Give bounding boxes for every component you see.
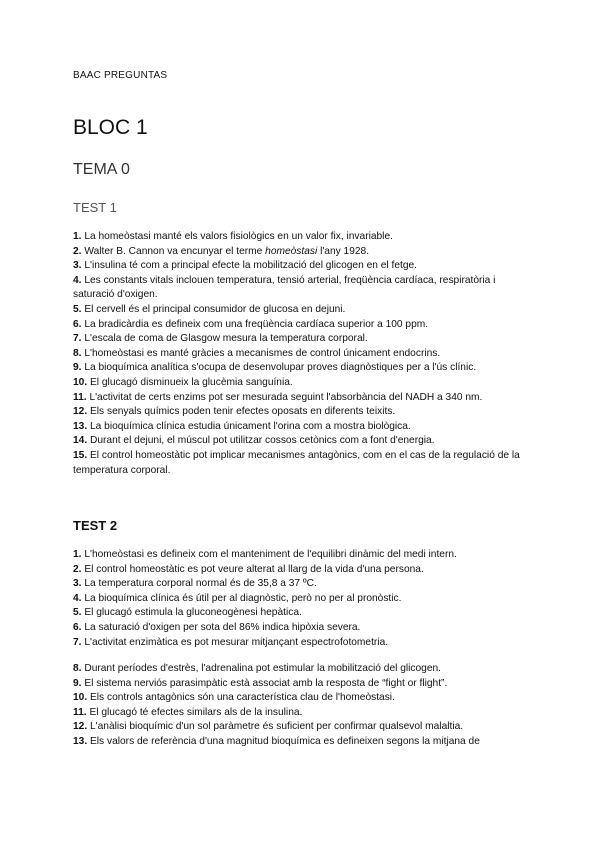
question-text: Walter B. Cannon va encunyar el terme — [81, 245, 266, 257]
question-text: La bioquímica clínica estudia únicament l'orina com a mostra biològica. — [87, 420, 411, 432]
question-number: 6. — [73, 621, 82, 633]
test2-question-list-a — [73, 548, 533, 650]
question-number: 9. — [73, 362, 82, 374]
question-number: 5. — [73, 303, 82, 315]
question-item — [73, 577, 533, 592]
question-number: 12. — [73, 721, 88, 733]
question-item — [73, 405, 533, 420]
question-item — [73, 274, 533, 303]
question-number: 4. — [73, 274, 82, 286]
question-item — [73, 691, 533, 706]
question-text: El glucagó té efectes similars als de la insulina. — [86, 706, 303, 718]
question-text: Les constants vitals inclouen temperatura, tensió arterial, freqüència cardíaca, respiratòria i saturació d'oxigen. — [73, 274, 496, 301]
question-number: 1. — [73, 231, 82, 242]
question-number: 12. — [73, 406, 88, 418]
question-number: 13. — [73, 735, 88, 747]
question-item — [73, 636, 533, 651]
bloc-title: BLOC 1 — [73, 116, 148, 139]
question-number: 2. — [73, 245, 82, 257]
question-number: 14. — [73, 435, 88, 447]
question-text: El control homeostàtic pot implicar mecanismes antagònics, com en el cas de la regulació de la temperatura corporal. — [73, 449, 520, 476]
question-item — [73, 361, 533, 376]
question-item — [73, 548, 533, 563]
question-text: Durant el dejuni, el múscul pot utilitzar cossos cetònics com a font d'energia. — [87, 435, 435, 447]
question-item — [73, 434, 533, 449]
question-number: 3. — [73, 578, 82, 590]
question-item — [73, 332, 533, 347]
question-item — [73, 318, 533, 333]
question-item — [73, 677, 533, 692]
question-number: 3. — [73, 260, 82, 272]
question-number: 9. — [73, 677, 82, 689]
question-item — [73, 449, 533, 478]
question-number: 11. — [73, 391, 87, 403]
question-text: L'activitat enzimàtica es pot mesurar mitjançant espectrofotometria. — [81, 636, 389, 648]
question-text: Durant períodes d'estrès, l'adrenalina pot estimular la mobilització del glicogen. — [81, 663, 442, 674]
question-text: L'homeòstasi es manté gràcies a mecanismes de control únicament endocrins. — [81, 347, 441, 359]
tema-title: TEMA 0 — [73, 161, 130, 178]
question-number: 2. — [73, 563, 82, 575]
question-text: Els controls antagònics són una característica clau de l'homeòstasi. — [87, 692, 395, 704]
question-text: La homeòstasi manté els valors fisiològics en un valor fix, invariable. — [81, 231, 393, 242]
question-text: L'activitat de certs enzims pot ser mesurada seguint l'absorbància del NADH a 340 nm. — [86, 391, 483, 403]
question-item — [73, 735, 533, 750]
question-item — [73, 592, 533, 607]
question-item — [73, 376, 533, 391]
question-number: 4. — [73, 592, 82, 604]
question-text: La bioquímica analítica s'ocupa de desenvolupar proves diagnòstiques per a l'ús clínic. — [81, 362, 477, 374]
question-number: 1. — [73, 549, 82, 560]
question-text: L'homeòstasi es defineix com el manteniment de l'equilibri dinàmic del medi intern. — [81, 549, 457, 560]
document-header: BAAC PREGUNTAS — [73, 70, 168, 81]
question-text: L'anàlisi bioquímic d'un sol paràmetre és suficient per confirmar qualsevol malaltia. — [87, 721, 464, 733]
question-text: El glucagó estimula la gluconeogènesi hepàtica. — [81, 607, 302, 619]
question-text: El cervell és el principal consumidor de glucosa en dejuni. — [81, 303, 346, 315]
question-item — [73, 259, 533, 274]
test2-question-list-b — [73, 662, 533, 750]
question-item — [73, 391, 533, 406]
question-text: L'insulina té com a principal efecte la mobilització del glicogen en el fetge. — [81, 260, 417, 272]
question-text: L'escala de coma de Glasgow mesura la temperatura corporal. — [81, 333, 368, 345]
question-number: 7. — [73, 636, 82, 648]
question-item — [73, 347, 533, 362]
question-text: La bradicàrdia es defineix com una freqüència cardíaca superior a 100 ppm. — [81, 318, 429, 330]
question-number: 6. — [73, 318, 82, 330]
question-number: 15. — [73, 449, 88, 461]
question-text: La saturació d'oxigen per sota del 86% indica hipòxia severa. — [81, 621, 361, 633]
question-number: 8. — [73, 663, 82, 674]
question-number: 10. — [73, 692, 88, 704]
question-text: l'any 1928. — [317, 245, 370, 257]
question-number: 10. — [73, 376, 88, 388]
question-item — [73, 230, 533, 245]
question-text: El control homeostàtic es pot veure alterat al llarg de la vida d'una persona. — [81, 563, 424, 575]
question-text: homeòstasi — [265, 245, 318, 257]
question-number: 7. — [73, 333, 82, 345]
question-item — [73, 706, 533, 721]
question-text: La bioquímica clínica és útil per al diagnòstic, però no per al pronòstic. — [81, 592, 402, 604]
question-text: La temperatura corporal normal és de 35,8 a 37 ºC. — [81, 578, 317, 590]
question-number: 5. — [73, 607, 82, 619]
question-text: Els senyals químics poden tenir efectes oposats en diferents teixits. — [87, 406, 396, 418]
test1-question-list — [73, 230, 533, 478]
question-item — [73, 303, 533, 318]
question-item — [73, 420, 533, 435]
question-item — [73, 621, 533, 636]
question-item — [73, 245, 533, 260]
question-text: Els valors de referència d'una magnitud bioquímica es defineixen segons la mitjana de — [87, 735, 480, 747]
test1-title: TEST 1 — [73, 200, 117, 215]
question-text: El glucagó disminueix la glucèmia sanguínia. — [87, 376, 293, 388]
test2-title: TEST 2 — [73, 518, 118, 533]
question-item — [73, 720, 533, 735]
question-number: 11. — [73, 706, 87, 718]
question-item — [73, 662, 533, 677]
question-number: 13. — [73, 420, 88, 432]
question-text: El sistema nerviós parasimpàtic està associat amb la resposta de “fight or flight”. — [81, 677, 448, 689]
question-number: 8. — [73, 347, 82, 359]
question-item — [73, 563, 533, 578]
question-item — [73, 606, 533, 621]
